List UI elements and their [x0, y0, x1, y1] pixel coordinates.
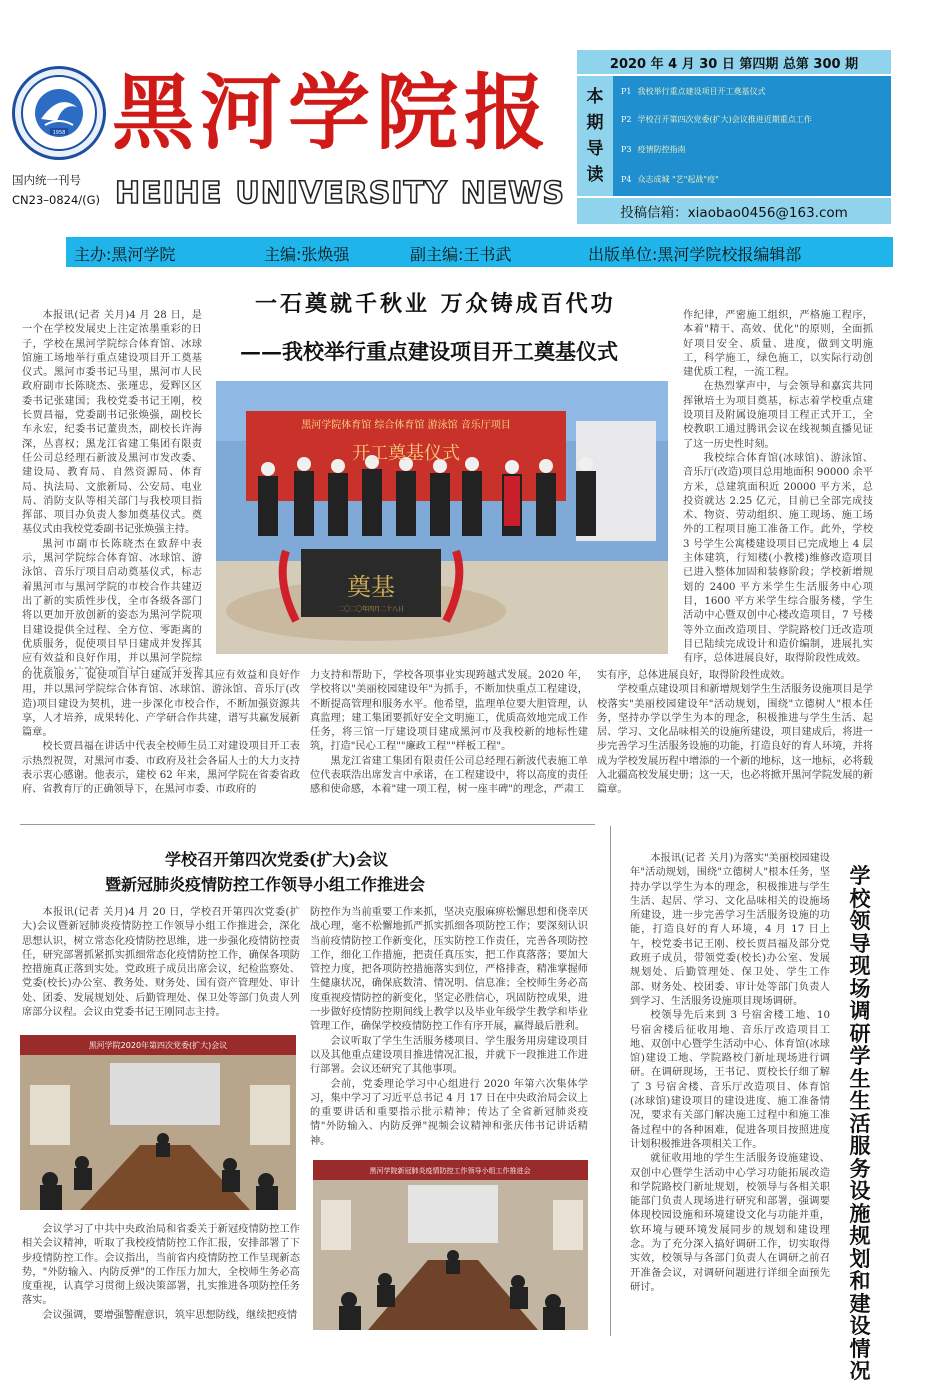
paragraph: 作纪律，严密施工组织，严格施工程序，本着"精干、高效、优化"的原则，全面抓好项目安全、质量、进度，做到文明施工，科学施工，绿色施工，以实际行动创建优质工程，一流工程。 — [683, 310, 873, 379]
svg-text:1958: 1958 — [52, 130, 66, 136]
paragraph: 学校重点建设项目和新增规划学生生活服务设施项目是学校落实"美丽校园建设年"活动规划，围绕"立德树人"根本任务，坚持办学以学生为本的理念，积极推进与学生生活、起居、学习、文化品味相关的设施所建设，项目建成后，将进一步完善学习生活服务设施的功能，打造良好的育人环境，并将成为学校发展历程中增添的一个新的地标，这一地标，必将载入北疆高校发展史册；这一天，也必将掀开黑河学院发展的新篇章。 — [597, 684, 873, 796]
submission-email[interactable]: 投稿信箱：xiaobao0456@163.com — [577, 198, 891, 224]
toc-item[interactable]: P1 我校举行重点建设项目开工奠基仪式 — [621, 87, 766, 96]
paragraph: 我校综合体育馆(冰球馆)、游泳馆、音乐厅(改造)项目总用地面积 90000 余平方米，总建筑面积近 20000 平方米，总投资就达 2.25 亿元，目前已全部完成技术、物资、劳动组织、施工现场、施工场外的工程项目施工准备工作。此外，学校 3 号学生公寓楼建设项目已完成地上 4 层主体建筑，行知楼(小教楼)维修改造项目已进入整体加固和装修阶段；学校新增规划的 2400 平方米学生生活服务中心项目，1600 平方米学生综合服务楼，学生活动中心暨双创中心楼改造项目，7 号楼等外立面改造项目、学院路校门迁改造项目已陆续完成设计和造价编制，进展扎实有序，总体进展良好，取得阶段性成效。 — [683, 452, 873, 665]
table-of-contents — [577, 76, 891, 196]
meeting-photo — [313, 1160, 588, 1330]
photo-ceremony-text: 开工奠基仪式 — [352, 443, 460, 464]
article-column — [22, 906, 300, 1032]
article-headline: 学校召开第四次党委(扩大)会议 — [165, 850, 389, 869]
paragraph: 本报讯(记者 关月)为落实"美丽校园建设年"活动规划，围绕"立德树人"根本任务，坚持办学以学生为本的理念，积极推进与学生生活、起居、学习、文化品味相关的设施场所建设，进一步完善学习生活服务设施的功能，打造良好的育人环境，4 月 17 日上午，校党委书记王刚、校长贾昌福及部分党政班子成员，带领党委(校长)办公室、发展规划处、后勤管理处、保卫处、学生工作部、财务处、校团委、审计处等部门负责人到学习、生活服务设施项目现场调研。 — [630, 853, 830, 1007]
column-divider — [610, 826, 611, 1336]
paragraph: 黑龙江省建工集团有限责任公司总经理石新波代表施工单位代表联浩出席发言中承诺，在工程建设中，将以高度的责任感和使命感，本着"建一项工程，树一座丰碑"的理念，严肃工 — [310, 755, 588, 796]
university-logo — [12, 66, 106, 160]
meeting-photo — [20, 1035, 296, 1210]
paragraph: 会议听取了学生生活服务楼项目、学生服务用房建设项目以及其他重点建设项目推进情况汇报，并就下一段推进工作进行部署。会议还研究了其他事项。 — [310, 1035, 588, 1076]
title-en-word: UNIVERSITY — [235, 176, 448, 211]
logo-emblem-icon — [19, 73, 99, 153]
paragraph: 的优质服务，促使项目早日建成并发挥其应有效益和良好作用，并以黑河学院综合体育馆、冰球馆、游泳馆、音乐厅(改造)项目建设为契机，进一步深化市校合作，不断加强资源共享，人才培养，成果转化、产学研合作共建，谱写共赢发展新篇章。 — [22, 670, 300, 739]
title-en-word: NEWS — [460, 176, 565, 211]
article-column — [683, 309, 873, 669]
article-column — [22, 1223, 300, 1327]
paragraph: 会前，党委理论学习中心组进行 2020 年第六次集体学习，集中学习了习近平总书记 4 月 17 日在中央政治局会议上的重要讲话和重要指示批示精神；传达了全省新冠肺炎疫情"外防输入、内防反弹"视频会议精神和张庆伟书记讲话精神。 — [310, 1078, 588, 1147]
toc-item[interactable]: P4 众志成城 "艺"起战"疫" — [621, 175, 719, 184]
toc-item[interactable]: P2 学校召开第四次党委(扩大)会议推进近期重点工作 — [621, 115, 812, 124]
title-en-word: HEIHE — [115, 176, 223, 211]
paragraph: 本报讯(记者 关月)4 月 20 日，学校召开第四次党委(扩大)会议暨新冠肺炎疫情防控工作领导小组工作推进会，深化思想认识，树立常态化疫情防控思维，进一步强化疫情防控责任，研究部署抓紧抓实抓细常态化疫情防控工作，确保各项防控措施真正落到实处。党政班子成员出席会议，纪检监察处、党委(校长)办公室、教务处、财务处、国有资产管理处、审计处、团委、发展规划处、后勤管理处、保卫处等部门负责人列席部分议程。会议由党委书记王刚同志主持。 — [22, 907, 300, 1019]
article-column — [22, 309, 202, 669]
publication-info-bar — [66, 237, 893, 267]
issn-number: CN23–0824/(G) — [12, 193, 101, 207]
article-vertical-headline: 学校领导现场调研学生生活服务设施规划和建设情况 — [849, 863, 871, 1383]
paragraph: 本报讯(记者 关月)4 月 28 日，是一个在学校发展史上注定浓墨重彩的日子，学校在黑河学院综合体育馆、冰球馆施工场地举行重点建设项目开工奠基仪式。黑河市委书记马里，黑河市人民政府副市长陈晓杰、张瑾忠，爱辉区区委书记张建国；我校党委书记王刚，校长贾昌福，党委副书记张焕强，副校长车永宏，纪委书记董贵杰，副校长许海深，丛喜权；黑龙江省建工集团有限责任公司总经理石新波及黑河市发改委、建设局、教育局、自然资源局、体育局、执法局、文旅新局、公安局、电业局、消防支队等相关部门与我校项目指挥部、项目办负责人参加奠基仪式。奠基仪式由我校党委副书记张焕强主持。 — [22, 310, 202, 536]
paragraph: 防控作为当前重要工作来抓，坚决克服麻痹松懈思想和侥幸厌战心理，毫不松懈地抓严抓实抓细各项防控工作；要深刻认识当前疫情防控工作新变化，压实防控工作责任，完善各项防控工作，细化工作措施，把责任真压实，把工作真落落；要加大管控力度，把各项防控措施落实到位，严格排查，精准掌握师生健康状况，确保底数清、情况明、信息准；全校师生务必高度重视疫情防控的新变化，坚定必胜信心，巩固防控成果，进一步做好疫情防控期间线上教学以及毕业年级学生教学和毕业管理工作，确保学校疫情防控工作有序开展，赢得最后胜利。 — [310, 907, 588, 1033]
article-headline: 一石奠就千秋业 万众铸成百代功 — [255, 291, 616, 317]
newspaper-title-en — [115, 176, 565, 211]
toc-list — [613, 76, 891, 196]
paragraph: 会议学习了中共中央政治局和省委关于新冠疫情防控工作相关会议精神，听取了我校疫情防控工作汇报，安排部署了下步疫情防控工作。会议指出，当前省内疫情防控工作呈现新态势，"外防输入、内防反弹"的工作压力加大，全校师生务必高度重视，认真学习贯彻上级决策部署，扎实推进各项防控任务落实。 — [22, 1224, 300, 1307]
foundation-stone-date: 二〇二〇年四月二十八日 — [337, 606, 405, 613]
issn-block — [12, 170, 112, 210]
article-subheadline: 暨新冠肺炎疫情防控工作领导小组工作推进会 — [105, 875, 426, 894]
article-column — [310, 669, 588, 800]
issue-date: 2020 年 4 月 30 日 第四期 总第 300 期 — [577, 50, 891, 74]
article-column — [22, 669, 300, 800]
article-column — [630, 852, 830, 1324]
paragraph: 校长贾昌福在讲话中代表全校师生员工对建设项目开工表示热烈祝贺，对黑河市委、市政府及社会各届人士的大力支持表示衷心感谢。他表示，建校 62 年来，黑河学院在省委省政府、省教育厅的正确领导下，在黑河市委、市政府的 — [22, 741, 300, 796]
article-subheadline: ——我校举行重点建设项目开工奠基仪式 — [240, 339, 618, 364]
paragraph: 校领导先后来到 3 号宿舍楼工地、10 号宿舍楼后征收用地、音乐厅改造项目工地、双创中心暨学生活动中心、体育馆(冰球馆)建设工地、学院路校门新址现场进行调研。在调研现场，王书记、贾校长仔细了解了 3 号宿舍楼、音乐厅改造项目、体育馆(冰球馆)建设项目的建设进度、施工准备情况，要求有关部门解决施工过程中和施工准备过程中的各种困难，促进各项目按照进度计划积极推进各项相关工作。 — [630, 1010, 830, 1150]
toc-label: 本期导读 — [586, 87, 604, 185]
paragraph: 力支持和帮助下，学校各项事业实现跨越式发展。2020 年，学校将以"美丽校园建设年"为抓手，不断加快重点工程建设，不断提高管理和服务水平。他希望，监理单位要大胆管理，认真监理；建工集团要抓好安全文明施工，优质高效地完成工作任务，将三馆一厅建设项目建成黑河市及我校新的地标性建筑，打造"民心工程""廉政工程""样板工程"。 — [310, 670, 588, 753]
paragraph: 在热烈掌声中，与会领导和嘉宾共同挥锹培土为项目奠基，标志着学校重点建设项目及附属设施项目工程正式开工，全校教职工通过腾讯会议在线视频直播见证了这一历史性时刻。 — [683, 381, 873, 450]
groundbreaking-photo — [216, 381, 668, 654]
photo-banner-text: 黑河学院体育馆 综合体育馆 游泳馆 音乐厅项目 — [301, 420, 511, 431]
publisher: 出版单位:黑河学院校报编辑部 — [588, 245, 802, 264]
deputy-editor: 副主编:王书武 — [410, 245, 512, 264]
issn-label: 国内统一刊号 — [12, 173, 81, 187]
photo-banner-text: 黑河学院新冠肺炎疫情防控工作领导小组工作推进会 — [369, 1167, 531, 1175]
section-divider — [20, 824, 595, 825]
sponsor: 主办:黑河学院 — [74, 245, 176, 264]
newspaper-title: 黑河学院报 — [112, 65, 553, 161]
paragraph: 就征收用地的学生生活服务设施建设、双创中心暨学生活动中心学习功能拓展改造和学院路校门新址规划，校领导与各相关职能部门负责人现场进行研究和部署，强调要体现校园设施和环境建设文化与功能并重，软环境与硬环境发展同步的规划和建设理念。为了充分深入搞好调研工作，切实取得实效，校领导与各部门负责人在调研之前召开准备会议，对调研问题进行详细全面预先研讨。 — [630, 1153, 830, 1293]
paragraph: 实有序，总体进展良好，取得阶段性成效。 — [597, 670, 791, 681]
foundation-stone-text: 奠基 — [347, 573, 395, 601]
toc-item[interactable]: P3 疫情防控指南 — [621, 145, 686, 154]
paragraph: 会议强调，要增强警醒意识，筑牢思想防线，继续把疫情 — [42, 1309, 298, 1321]
article-column — [310, 906, 588, 1152]
chief-editor: 主编:张焕强 — [264, 245, 350, 264]
paragraph: 黑河市副市长陈晓杰在致辞中表示，黑河学院综合体育馆、冰球馆、游泳馆、音乐厅项目启动奠基仪式，标志着黑河市与黑河学院的市校合作共建迈出了新的实质性步伐，全市各级各部门将以更加开放创新的姿态为黑河学院项目建设提供全过程、全方位、零距离的优质服务，促使项目早日建成并发挥其应有效益和良好作用，并以黑河学院综 — [22, 538, 202, 665]
article-column — [597, 669, 873, 800]
photo-banner-text: 黑河学院2020年第四次党委(扩大)会议 — [88, 1041, 228, 1050]
